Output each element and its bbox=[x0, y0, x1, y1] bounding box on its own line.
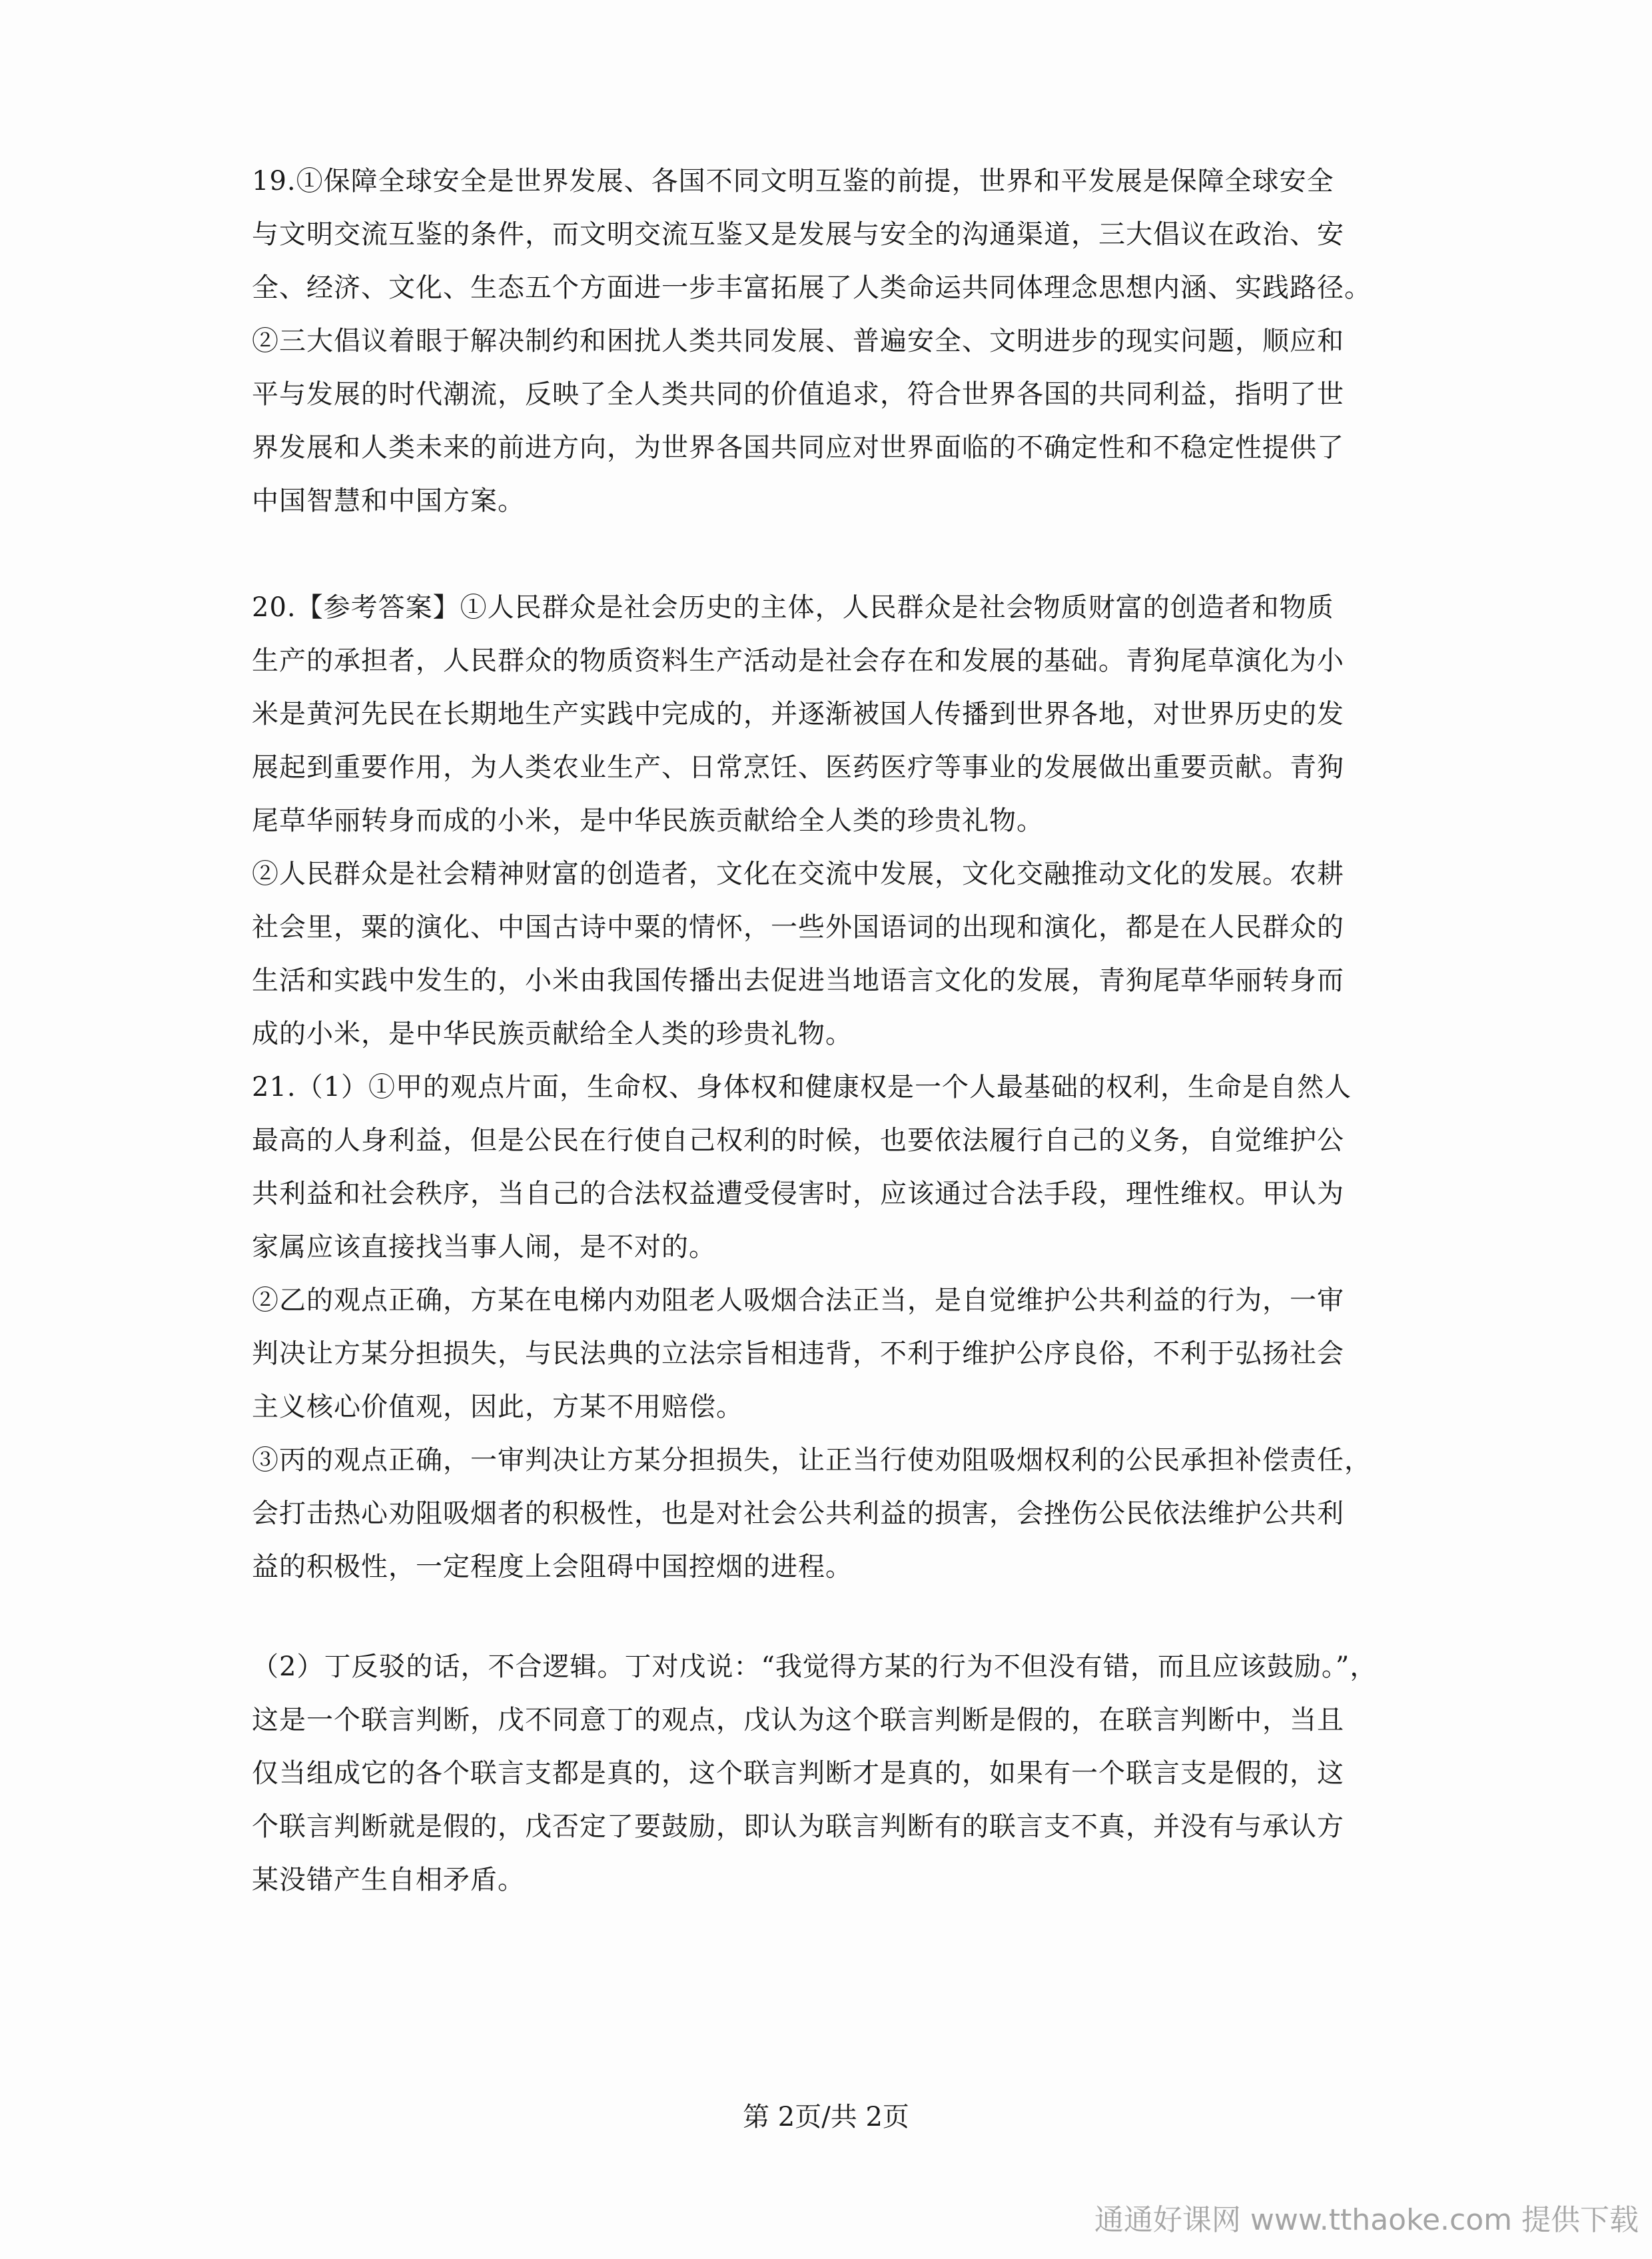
text-line: 20.【参考答案】①人民群众是社会历史的主体，人民群众是社会物质财富的创造者和物质 bbox=[252, 592, 1334, 623]
watermark-link: 通通好课网 www.tthaoke.com 提供下载 bbox=[1094, 2203, 1639, 2237]
text-line: 益的积极性，一定程度上会阻碍中国控烟的进程。 bbox=[252, 1552, 853, 1582]
section-gap bbox=[252, 1593, 1411, 1640]
text-line: 界发展和人类未来的前进方向，为世界各国共同应对世界面临的不确定性和不稳定性提供了 bbox=[252, 432, 1344, 463]
text-line: 21.（1）①甲的观点片面，生命权、身体权和健康权是一个人最基础的权利，生命是自然人 bbox=[252, 1072, 1352, 1103]
answer-content bbox=[252, 155, 1411, 1907]
answer-21-part-1 bbox=[252, 1061, 1411, 1593]
text-line: （2）丁反驳的话，不合逻辑。丁对戊说：“我觉得方某的行为不但没有错，而且应该鼓励。”， bbox=[252, 1651, 1378, 1682]
answer-21-part-2 bbox=[252, 1640, 1411, 1907]
text-line: 全、经济、文化、生态五个方面进一步丰富拓展了人类命运共同体理念思想内涵、实践路径。 bbox=[252, 272, 1372, 303]
text-line: 生产的承担者，人民群众的物质资料生产活动是社会存在和发展的基础。青狗尾草演化为小 bbox=[252, 646, 1344, 676]
section-gap bbox=[252, 528, 1411, 581]
text-line: 尾草华丽转身而成的小米，是中华民族贡献给全人类的珍贵礼物。 bbox=[252, 805, 1044, 836]
text-line: 生活和实践中发生的，小米由我国传播出去促进当地语言文化的发展，青狗尾草华丽转身而 bbox=[252, 965, 1344, 996]
text-line: 仅当组成它的各个联言支都是真的，这个联言判断才是真的，如果有一个联言支是假的，这 bbox=[252, 1758, 1344, 1789]
text-line: 米是黄河先民在长期地生产实践中完成的，并逐渐被国人传播到世界各地，对世界历史的发 bbox=[252, 699, 1344, 729]
text-line: 19.①保障全球安全是世界发展、各国不同文明互鉴的前提，世界和平发展是保障全球安全 bbox=[252, 166, 1334, 197]
text-line: 某没错产生自相矛盾。 bbox=[252, 1865, 525, 1895]
page-number: 第 2页/共 2页 bbox=[743, 2102, 909, 2132]
answer-20 bbox=[252, 581, 1411, 1061]
text-line: ②人民群众是社会精神财富的创造者，文化在交流中发展，文化交融推动文化的发展。农耕 bbox=[252, 859, 1344, 889]
text-line: 成的小米，是中华民族贡献给全人类的珍贵礼物。 bbox=[252, 1019, 853, 1049]
answer-19 bbox=[252, 155, 1411, 528]
text-line: ②三大倡议着眼于解决制约和困扰人类共同发展、普遍安全、文明进步的现实问题，顺应和 bbox=[252, 326, 1344, 356]
text-line: 平与发展的时代潮流，反映了全人类共同的价值追求，符合世界各国的共同利益，指明了世 bbox=[252, 379, 1344, 410]
text-line: 中国智慧和中国方案。 bbox=[252, 486, 525, 516]
text-line: 共利益和社会秩序，当自己的合法权益遭受侵害时，应该通过合法手段，理性维权。甲认为 bbox=[252, 1178, 1344, 1209]
text-line: 主义核心价值观，因此，方某不用赔偿。 bbox=[252, 1392, 743, 1422]
text-line: 会打击热心劝阻吸烟者的积极性，也是对社会公共利益的损害，会挫伤公民依法维护公共利 bbox=[252, 1498, 1344, 1529]
text-line: 展起到重要作用，为人类农业生产、日常烹饪、医药医疗等事业的发展做出重要贡献。青狗 bbox=[252, 752, 1344, 783]
text-line: 家属应该直接找当事人闹，是不对的。 bbox=[252, 1232, 716, 1262]
text-line: 最高的人身利益，但是公民在行使自己权利的时候，也要依法履行自己的义务，自觉维护公 bbox=[252, 1125, 1344, 1156]
text-line: ②乙的观点正确，方某在电梯内劝阻老人吸烟合法正当，是自觉维护公共利益的行为，一审 bbox=[252, 1285, 1344, 1316]
text-line: 判决让方某分担损失，与民法典的立法宗旨相违背，不利于维护公序良俗，不利于弘扬社会 bbox=[252, 1338, 1344, 1369]
text-line: 与文明交流互鉴的条件，而文明交流互鉴又是发展与安全的沟通渠道，三大倡议在政治、安 bbox=[252, 219, 1344, 250]
text-line: 这是一个联言判断，戊不同意丁的观点，戊认为这个联言判断是假的，在联言判断中，当且 bbox=[252, 1705, 1344, 1735]
text-line: 社会里，粟的演化、中国古诗中粟的情怀，一些外国语词的出现和演化，都是在人民群众的 bbox=[252, 912, 1344, 943]
text-line: 个联言判断就是假的，戊否定了要鼓励，即认为联言判断有的联言支不真，并没有与承认方 bbox=[252, 1811, 1344, 1842]
text-line: ③丙的观点正确，一审判决让方某分担损失，让正当行使劝阻吸烟权利的公民承担补偿责任， bbox=[252, 1445, 1372, 1476]
